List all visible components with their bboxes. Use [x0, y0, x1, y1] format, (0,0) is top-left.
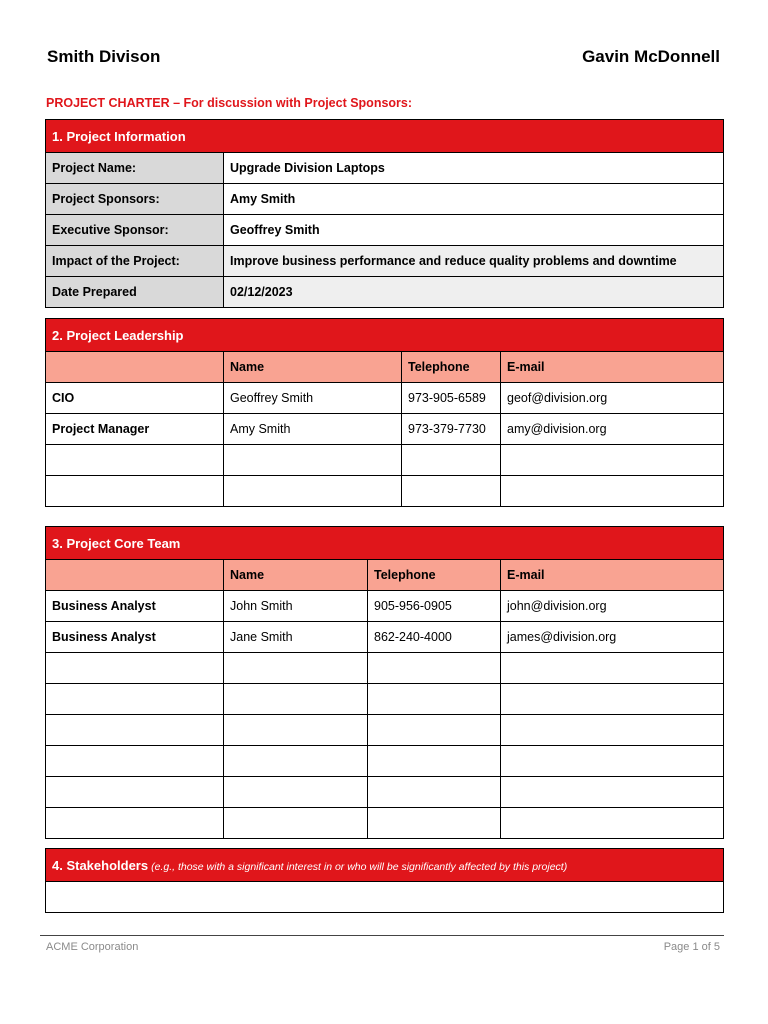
field-value: Geoffrey Smith	[224, 215, 724, 246]
column-header: Name	[224, 352, 402, 383]
email-cell	[501, 684, 724, 715]
project-core-team-table	[45, 526, 724, 839]
footer-company: ACME Corporation	[46, 941, 139, 953]
email-cell: james@division.org	[501, 622, 724, 653]
name-cell: Amy Smith	[224, 414, 402, 445]
role-cell: Business Analyst	[46, 622, 224, 653]
table-row	[46, 184, 724, 215]
table-row	[46, 882, 724, 913]
name-cell: John Smith	[224, 591, 368, 622]
phone-cell	[368, 808, 501, 839]
email-cell	[501, 476, 724, 507]
footer-divider	[40, 935, 724, 936]
column-header: Name	[224, 560, 368, 591]
email-cell	[501, 653, 724, 684]
email-cell	[501, 777, 724, 808]
section-title: 2. Project Leadership	[46, 319, 724, 352]
table-row	[46, 746, 724, 777]
phone-cell	[368, 684, 501, 715]
division-name: Smith Divison	[47, 47, 161, 66]
table-row	[46, 246, 724, 277]
name-cell	[224, 653, 368, 684]
name-cell: Geoffrey Smith	[224, 383, 402, 414]
field-value: Upgrade Division Laptops	[224, 153, 724, 184]
field-value: 02/12/2023	[224, 277, 724, 308]
table-row	[46, 153, 724, 184]
phone-cell	[368, 746, 501, 777]
section-title: 1. Project Information	[46, 120, 724, 153]
email-cell	[501, 808, 724, 839]
table-row	[46, 808, 724, 839]
table-row	[46, 277, 724, 308]
table-header-row	[46, 352, 724, 383]
email-cell: geof@division.org	[501, 383, 724, 414]
name-cell: Jane Smith	[224, 622, 368, 653]
phone-cell: 862-240-4000	[368, 622, 501, 653]
table-row	[46, 777, 724, 808]
table-row	[46, 715, 724, 746]
project-information-table	[45, 119, 724, 308]
name-cell	[224, 746, 368, 777]
name-cell	[224, 715, 368, 746]
phone-cell	[402, 476, 501, 507]
table-row	[46, 414, 724, 445]
name-cell	[224, 684, 368, 715]
role-cell	[46, 808, 224, 839]
role-cell	[46, 476, 224, 507]
page-number: Page 1 of 5	[663, 941, 720, 953]
column-header	[46, 352, 224, 383]
column-header: E-mail	[501, 560, 724, 591]
email-cell	[501, 746, 724, 777]
field-label: Date Prepared	[46, 277, 224, 308]
phone-cell	[368, 653, 501, 684]
name-cell	[224, 445, 402, 476]
name-cell	[224, 777, 368, 808]
column-header: Telephone	[402, 352, 501, 383]
section-title-text: 4. Stakeholders	[52, 857, 149, 873]
email-cell: amy@division.org	[501, 414, 724, 445]
table-row	[46, 622, 724, 653]
charter-intro: PROJECT CHARTER – For discussion with Project Sponsors:	[46, 96, 413, 110]
role-cell	[46, 746, 224, 777]
role-cell: Business Analyst	[46, 591, 224, 622]
column-header: E-mail	[501, 352, 724, 383]
role-cell	[46, 653, 224, 684]
table-row	[46, 383, 724, 414]
author-name: Gavin McDonnell	[582, 47, 720, 66]
column-header	[46, 560, 224, 591]
table-row	[46, 215, 724, 246]
email-cell: john@division.org	[501, 591, 724, 622]
section-note: (e.g., those with a significant interest in or who will be significantly affected by this project)	[151, 860, 568, 873]
role-cell: Project Manager	[46, 414, 224, 445]
stakeholders-body	[46, 882, 724, 913]
table-header-row	[46, 560, 724, 591]
table-row	[46, 591, 724, 622]
phone-cell	[368, 715, 501, 746]
field-label: Executive Sponsor:	[46, 215, 224, 246]
role-cell	[46, 684, 224, 715]
phone-cell: 905-956-0905	[368, 591, 501, 622]
name-cell	[224, 808, 368, 839]
table-row	[46, 476, 724, 507]
name-cell	[224, 476, 402, 507]
project-leadership-table	[45, 318, 724, 507]
phone-cell	[368, 777, 501, 808]
role-cell: CIO	[46, 383, 224, 414]
role-cell	[46, 445, 224, 476]
field-label: Project Name:	[46, 153, 224, 184]
phone-cell: 973-905-6589	[402, 383, 501, 414]
table-row	[46, 653, 724, 684]
email-cell	[501, 445, 724, 476]
field-label: Project Sponsors:	[46, 184, 224, 215]
field-value: Improve business performance and reduce quality problems and downtime	[224, 246, 724, 277]
table-row	[46, 445, 724, 476]
field-label: Impact of the Project:	[46, 246, 224, 277]
email-cell	[501, 715, 724, 746]
role-cell	[46, 777, 224, 808]
phone-cell	[402, 445, 501, 476]
section-title	[46, 849, 724, 882]
table-row	[46, 684, 724, 715]
stakeholders-table	[45, 848, 724, 913]
field-value: Amy Smith	[224, 184, 724, 215]
section-title: 3. Project Core Team	[46, 527, 724, 560]
column-header: Telephone	[368, 560, 501, 591]
phone-cell: 973-379-7730	[402, 414, 501, 445]
role-cell	[46, 715, 224, 746]
